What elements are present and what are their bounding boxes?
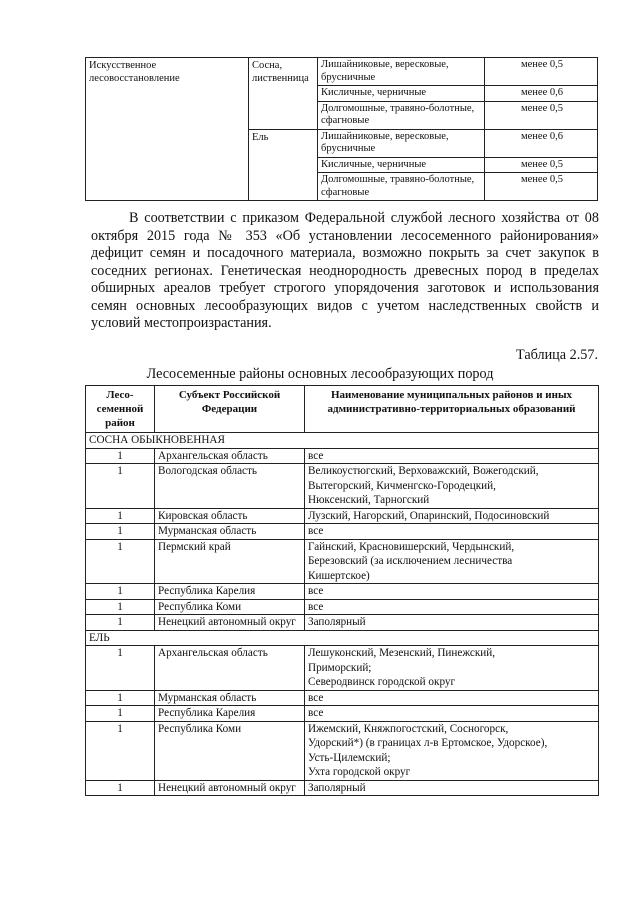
area-line: Великоустюгский, Верховажский, Вожегодский, [308, 465, 539, 477]
area-line: все [308, 600, 324, 613]
areas-cell [305, 539, 599, 584]
header-district: Лесо-семенной район [86, 386, 155, 433]
areas-cell [305, 690, 599, 706]
area-line: Усть-Цилемский; [308, 751, 391, 764]
table-row [86, 539, 599, 584]
forest-seed-districts-table [85, 385, 599, 796]
forest-type-cell: Кисличные, черничные [318, 158, 485, 173]
area-line: Приморский; [308, 661, 372, 674]
district-cell: 1 [86, 464, 155, 509]
areas-cell [305, 706, 599, 722]
area-line: Вытегорский, Кичменгско-Городецкий, [308, 479, 496, 492]
top-table-body [86, 58, 598, 201]
value-cell: менее 0,6 [521, 87, 563, 98]
areas-cell [305, 448, 599, 464]
value-cell: менее 0,5 [521, 158, 563, 170]
forest-type-row [318, 130, 597, 158]
area-line: Северодвинск городской округ [308, 676, 456, 688]
top-table-row [86, 58, 598, 130]
value-cell: менее 0,5 [521, 59, 563, 70]
table-row [86, 690, 599, 706]
area-line: Кишертское) [308, 569, 370, 582]
subject-cell: Республика Карелия [155, 584, 305, 600]
table-row [86, 584, 599, 600]
area-line: Лешуконский, Мезенский, Пинежский, [308, 647, 496, 659]
value-cell: менее 0,5 [521, 102, 563, 114]
district-cell: 1 [86, 646, 155, 691]
table-row [86, 464, 599, 509]
species-cell: Ель [249, 129, 318, 201]
header-subject: Субъект Российской Федерации [155, 386, 305, 433]
subject-cell: Архангельская область [155, 448, 305, 464]
district-cell: 1 [86, 539, 155, 584]
section-row [86, 630, 599, 646]
district-cell: 1 [86, 721, 155, 780]
district-cell: 1 [86, 584, 155, 600]
body-paragraph: В соответствии с приказом Федеральной службой лесного хозяйства от 08 октября 2015 года № 353 «Об установлении лесосеменного районирования» дефицит семян и посадочного материала, возможно покрыть за счет закупок в соседних регионах. Генетическая неоднородность древесных пород в пределах обширных ареалов требует строгого упорядочения заготовок и использования семян основных лесообразующих видов с учетом наследственных свойств и условий местопроизрастания. [91, 210, 599, 331]
table-row [86, 524, 599, 540]
area-line: Лузский, Нагорский, Опаринский, Подосиновский [308, 509, 550, 522]
subject-cell: Ненецкий автономный округ [155, 615, 305, 631]
table-row [86, 599, 599, 615]
species-cell: Сосна, лиственница [249, 58, 318, 130]
area-line: все [308, 525, 324, 537]
forest-type-cell: Лишайниковые, вересковые, брусничные [318, 130, 485, 157]
forest-type-row [318, 158, 597, 174]
forest-type-row [318, 102, 597, 129]
area-line: Ижемский, Княжпогостский, Сосногорск, [308, 722, 509, 735]
area-line: Заполярный [308, 781, 366, 794]
district-cell: 1 [86, 508, 155, 524]
forest-type-cell: Кисличные, черничные [318, 86, 485, 101]
district-cell: 1 [86, 780, 155, 796]
areas-cell [305, 615, 599, 631]
area-line: Нюксенский, Тарногский [308, 494, 430, 506]
district-cell: 1 [86, 599, 155, 615]
table-header-row [86, 386, 599, 433]
top-table [85, 57, 598, 201]
subject-cell: Республика Карелия [155, 706, 305, 722]
value-cell: менее 0,5 [521, 174, 563, 185]
table-row [86, 721, 599, 780]
areas-cell [305, 599, 599, 615]
area-line: все [308, 585, 324, 597]
table-number: Таблица 2.57. [516, 347, 598, 363]
table-row [86, 448, 599, 464]
table-row [86, 780, 599, 796]
table-row [86, 646, 599, 691]
table-title: Лесосеменные районы основных лесообразующих пород [146, 366, 494, 382]
table-row [86, 508, 599, 524]
subject-cell: Республика Коми [155, 599, 305, 615]
forest-type-group [318, 129, 598, 201]
section-title: СОСНА ОБЫКНОВЕННАЯ [86, 433, 599, 449]
subject-cell: Ненецкий автономный округ [155, 780, 305, 796]
areas-cell [305, 464, 599, 509]
areas-cell [305, 584, 599, 600]
subject-cell: Мурманская область [155, 690, 305, 706]
table-body [86, 433, 599, 796]
area-line: Ухта городской округ [308, 766, 411, 778]
table-row [86, 615, 599, 631]
areas-cell [305, 508, 599, 524]
area-line: Удорский*) (в границах л-в Ертомское, Удорское), [308, 737, 548, 749]
subject-cell: Республика Коми [155, 721, 305, 780]
district-cell: 1 [86, 448, 155, 464]
value-cell: менее 0,6 [521, 130, 563, 142]
area-line: все [308, 449, 324, 462]
forest-type-cell: Лишайниковые, вересковые, брусничные [318, 58, 485, 85]
table-row [86, 706, 599, 722]
district-cell: 1 [86, 524, 155, 540]
forest-type-row [318, 173, 597, 200]
method-cell: Искусственное лесовосстановление [86, 58, 249, 201]
areas-cell [305, 646, 599, 691]
forest-type-group [318, 58, 598, 130]
areas-cell [305, 780, 599, 796]
area-line: Гайнский, Красновишерский, Чердынский, [308, 540, 515, 553]
header-areas: Наименование муниципальных районов и иных административно-территориальных образований [305, 386, 599, 433]
subject-cell: Вологодская область [155, 464, 305, 509]
forest-type-cell: Долгомошные, травяно-болотные, сфагновые [318, 102, 485, 129]
area-line: все [308, 707, 324, 719]
forest-type-row [318, 86, 597, 102]
area-line: Заполярный [308, 616, 366, 628]
subject-cell: Пермский край [155, 539, 305, 584]
subject-cell: Архангельская область [155, 646, 305, 691]
area-line: все [308, 691, 324, 704]
subject-cell: Мурманская область [155, 524, 305, 540]
section-title: ЕЛЬ [86, 630, 599, 646]
district-cell: 1 [86, 706, 155, 722]
areas-cell [305, 721, 599, 780]
district-cell: 1 [86, 690, 155, 706]
section-row [86, 433, 599, 449]
forest-type-row [318, 58, 597, 86]
forest-type-cell: Долгомошные, травяно-болотные, сфагновые [318, 173, 485, 200]
areas-cell [305, 524, 599, 540]
district-cell: 1 [86, 615, 155, 631]
subject-cell: Кировская область [155, 508, 305, 524]
area-line: Березовский (за исключением лесничества [308, 555, 513, 567]
